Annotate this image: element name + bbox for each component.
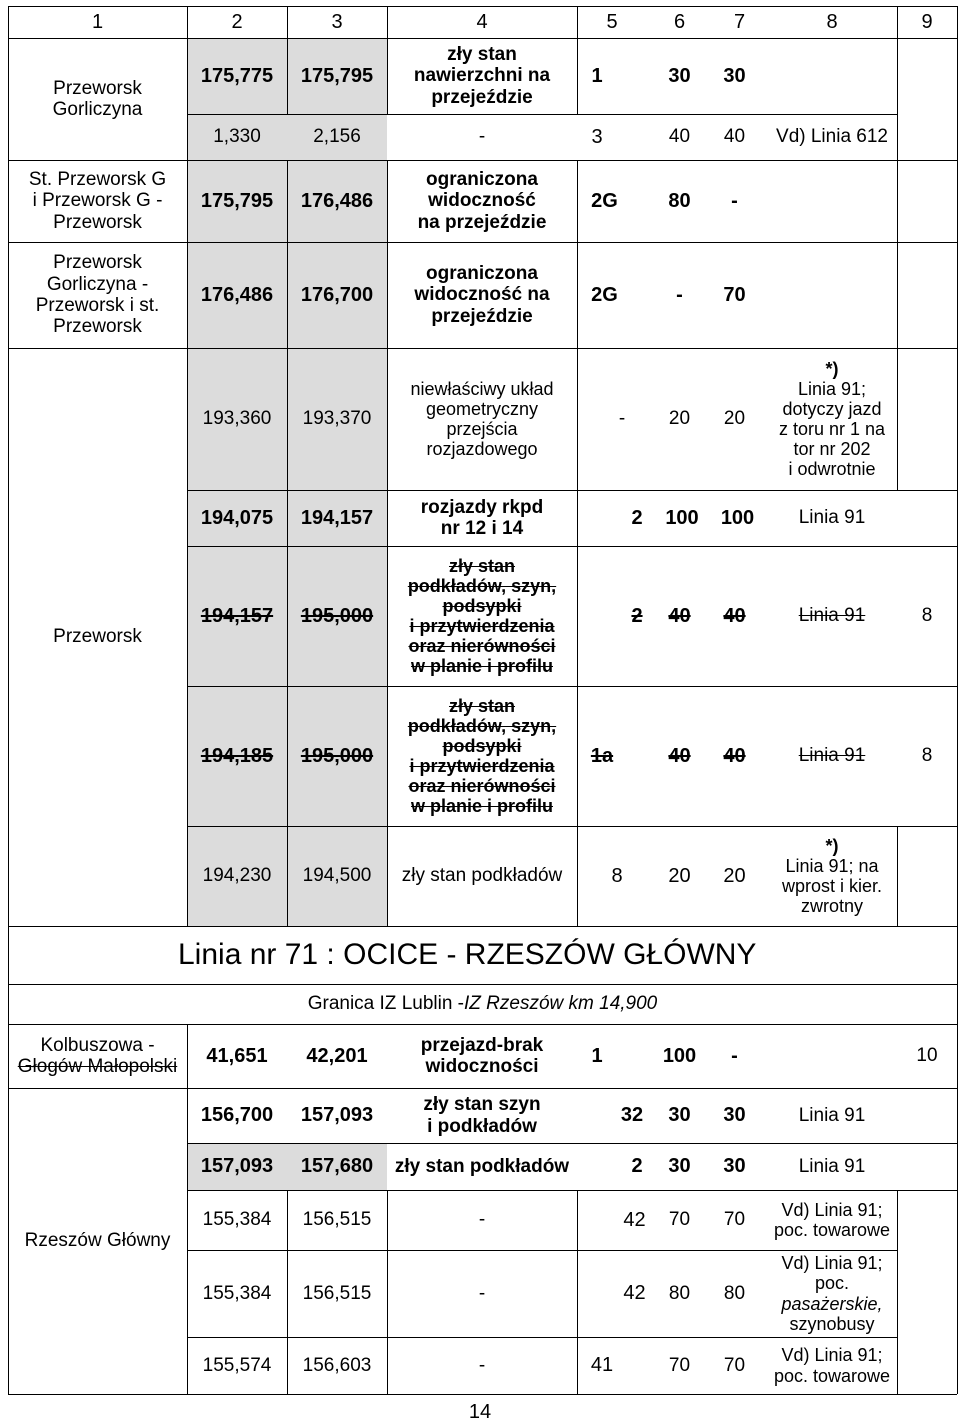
speed-2: 40 xyxy=(723,604,746,627)
header-col-6: 6 xyxy=(673,10,686,33)
km-from: 157,093 xyxy=(200,1155,274,1178)
km-from: 155,384 xyxy=(202,1282,272,1304)
track: 42 xyxy=(623,1282,646,1305)
track: 8 xyxy=(611,864,623,887)
location: St. Przeworsk G i Przeworsk G - Przeworsk xyxy=(28,169,167,233)
km-from: 194,185 xyxy=(200,744,274,767)
speed-2: 70 xyxy=(723,283,746,306)
extra: 8 xyxy=(921,745,933,767)
reason: zły stan nawierzchni na przejeździe xyxy=(413,44,551,108)
speed-1: 70 xyxy=(668,1209,691,1231)
km-from: 1,330 xyxy=(213,126,261,148)
extra: 8 xyxy=(921,605,933,627)
header-col-8: 8 xyxy=(826,10,838,33)
reason: rozjazdy rkpd nr 12 i 14 xyxy=(420,496,544,539)
header-col-9: 9 xyxy=(921,10,933,33)
header-col-1: 1 xyxy=(91,10,104,33)
speed-1: 40 xyxy=(668,604,691,627)
location: Przeworsk xyxy=(53,626,142,648)
track: 2 xyxy=(631,1155,643,1178)
extra: 10 xyxy=(916,1045,938,1067)
km-to: 175,795 xyxy=(300,64,374,87)
speed-2: 20 xyxy=(723,408,746,430)
note: *) Linia 91; na wprost i kier. zwrotny xyxy=(781,835,883,917)
reason: zły stan szyn i podkładów xyxy=(423,1094,541,1137)
km-to: 176,700 xyxy=(300,283,374,306)
section-title: Linia nr 71 : OCICE - RZESZÓW GŁÓWNY xyxy=(178,938,757,972)
speed-1: 30 xyxy=(668,1104,691,1127)
reason: zły stan podkładów xyxy=(394,1155,570,1177)
km-to: 156,603 xyxy=(302,1354,372,1376)
track: 2 xyxy=(631,506,643,529)
speed-2: 100 xyxy=(720,506,755,529)
reason: ograniczona widoczność na przejeździe xyxy=(417,169,547,233)
track: 2G xyxy=(591,189,618,212)
track: 1 xyxy=(591,64,603,87)
speed-1: 80 xyxy=(668,189,691,212)
speed-2: 70 xyxy=(723,1209,746,1231)
km-from: 193,360 xyxy=(202,408,272,430)
location: Kolbuszowa - Głogów Małopolski xyxy=(17,1034,178,1077)
speed-2: 30 xyxy=(723,1104,746,1127)
speed-2: - xyxy=(731,1044,738,1067)
speed-2: 40 xyxy=(723,126,746,148)
speed-1: 100 xyxy=(665,506,699,529)
speed-1: 30 xyxy=(668,64,691,87)
km-to: 194,500 xyxy=(302,865,372,887)
reason: zły stan podkładów, szyn, podsypki i przytwierdzenia oraz nierówności w planie i profilu xyxy=(407,555,557,677)
km-from: 194,075 xyxy=(200,506,274,529)
reason: - xyxy=(478,1354,486,1376)
km-to: 157,680 xyxy=(300,1155,374,1178)
reason: przejazd-brak widoczności xyxy=(420,1034,544,1077)
speed-2: - xyxy=(731,189,738,212)
note: Vd) Linia 612 xyxy=(776,126,888,148)
reason: niewłaściwy układ geometryczny przejścia rozjazdowego xyxy=(410,378,554,460)
note: Linia 91 xyxy=(798,1155,866,1177)
note: Vd) Linia 91; poc. towarowe xyxy=(773,1199,891,1240)
speed-2: 70 xyxy=(723,1354,746,1376)
note: Linia 91 xyxy=(798,507,866,529)
km-from: 155,574 xyxy=(202,1354,272,1376)
km-from: 155,384 xyxy=(202,1209,272,1231)
note: *) Linia 91; dotyczy jazd z toru nr 1 na tor nr 202 i odwrotnie xyxy=(778,358,886,480)
km-from: 156,700 xyxy=(200,1104,274,1127)
boundary-label: Granica IZ Lublin - IZ Rzeszów km 14,900 xyxy=(307,993,658,1015)
speed-1: 30 xyxy=(668,1155,691,1178)
speed-1: 40 xyxy=(668,744,691,767)
reason: ograniczona widoczność na przejeździe xyxy=(414,263,550,327)
reason: - xyxy=(478,1282,486,1304)
track: 2 xyxy=(631,604,643,627)
speed-2: 30 xyxy=(723,1155,746,1178)
km-from: 175,795 xyxy=(200,189,274,212)
note: Linia 91 xyxy=(798,1104,866,1126)
km-from: 41,651 xyxy=(206,1044,268,1067)
speed-1: 40 xyxy=(668,126,691,148)
km-to: 195,000 xyxy=(300,744,374,767)
km-from: 176,486 xyxy=(200,283,274,306)
track: 1 xyxy=(591,1044,603,1067)
track: 3 xyxy=(591,125,603,148)
speed-2: 20 xyxy=(723,864,746,887)
track: 2G xyxy=(591,283,618,306)
reason: zły stan podkładów xyxy=(401,865,563,887)
speed-1: 70 xyxy=(668,1354,691,1376)
km-to: 42,201 xyxy=(306,1044,368,1067)
location: Rzeszów Główny xyxy=(24,1230,171,1252)
km-to: 2,156 xyxy=(313,126,361,148)
location: Przeworsk Gorliczyna - Przeworsk i st. Przeworsk xyxy=(35,252,160,338)
speed-1: 100 xyxy=(662,1044,697,1067)
km-to: 156,515 xyxy=(302,1282,372,1304)
note: Vd) Linia 91; poc. pasażerskie, szynobusy xyxy=(781,1253,883,1334)
speed-1: 20 xyxy=(668,864,691,887)
speed-1: 80 xyxy=(668,1282,691,1304)
reason: zły stan podkładów, szyn, podsypki i przytwierdzenia oraz nierówności w planie i profilu xyxy=(407,695,557,817)
km-to: 194,157 xyxy=(300,506,374,529)
note: Linia 91 xyxy=(798,605,866,627)
km-to: 176,486 xyxy=(300,189,374,212)
speed-2: 80 xyxy=(723,1282,746,1304)
km-from: 194,157 xyxy=(200,604,274,627)
note: Linia 91 xyxy=(798,745,866,767)
location: Przeworsk Gorliczyna xyxy=(52,77,143,120)
header-col-5: 5 xyxy=(606,10,618,33)
track: 1a xyxy=(590,744,614,767)
km-from: 175,775 xyxy=(200,64,274,87)
km-from: 194,230 xyxy=(202,865,272,887)
km-to: 195,000 xyxy=(300,604,374,627)
note: Vd) Linia 91; poc. towarowe xyxy=(773,1345,891,1386)
km-to: 193,370 xyxy=(302,408,372,430)
reason: - xyxy=(478,126,486,148)
header-col-7: 7 xyxy=(733,10,746,33)
speed-1: - xyxy=(676,283,683,306)
km-to: 157,093 xyxy=(300,1104,374,1127)
header-col-4: 4 xyxy=(476,10,488,33)
speed-1: 20 xyxy=(668,408,691,430)
speed-2: 40 xyxy=(723,744,746,767)
track: 42 xyxy=(623,1208,646,1231)
speed-2: 30 xyxy=(723,64,746,87)
reason: - xyxy=(478,1209,486,1231)
track: 41 xyxy=(590,1354,614,1377)
page-number: 14 xyxy=(468,1401,492,1424)
header-col-2: 2 xyxy=(231,10,243,33)
header-col-3: 3 xyxy=(331,10,343,33)
track: 32 xyxy=(620,1104,644,1127)
track: - xyxy=(618,408,626,430)
km-to: 156,515 xyxy=(302,1209,372,1231)
